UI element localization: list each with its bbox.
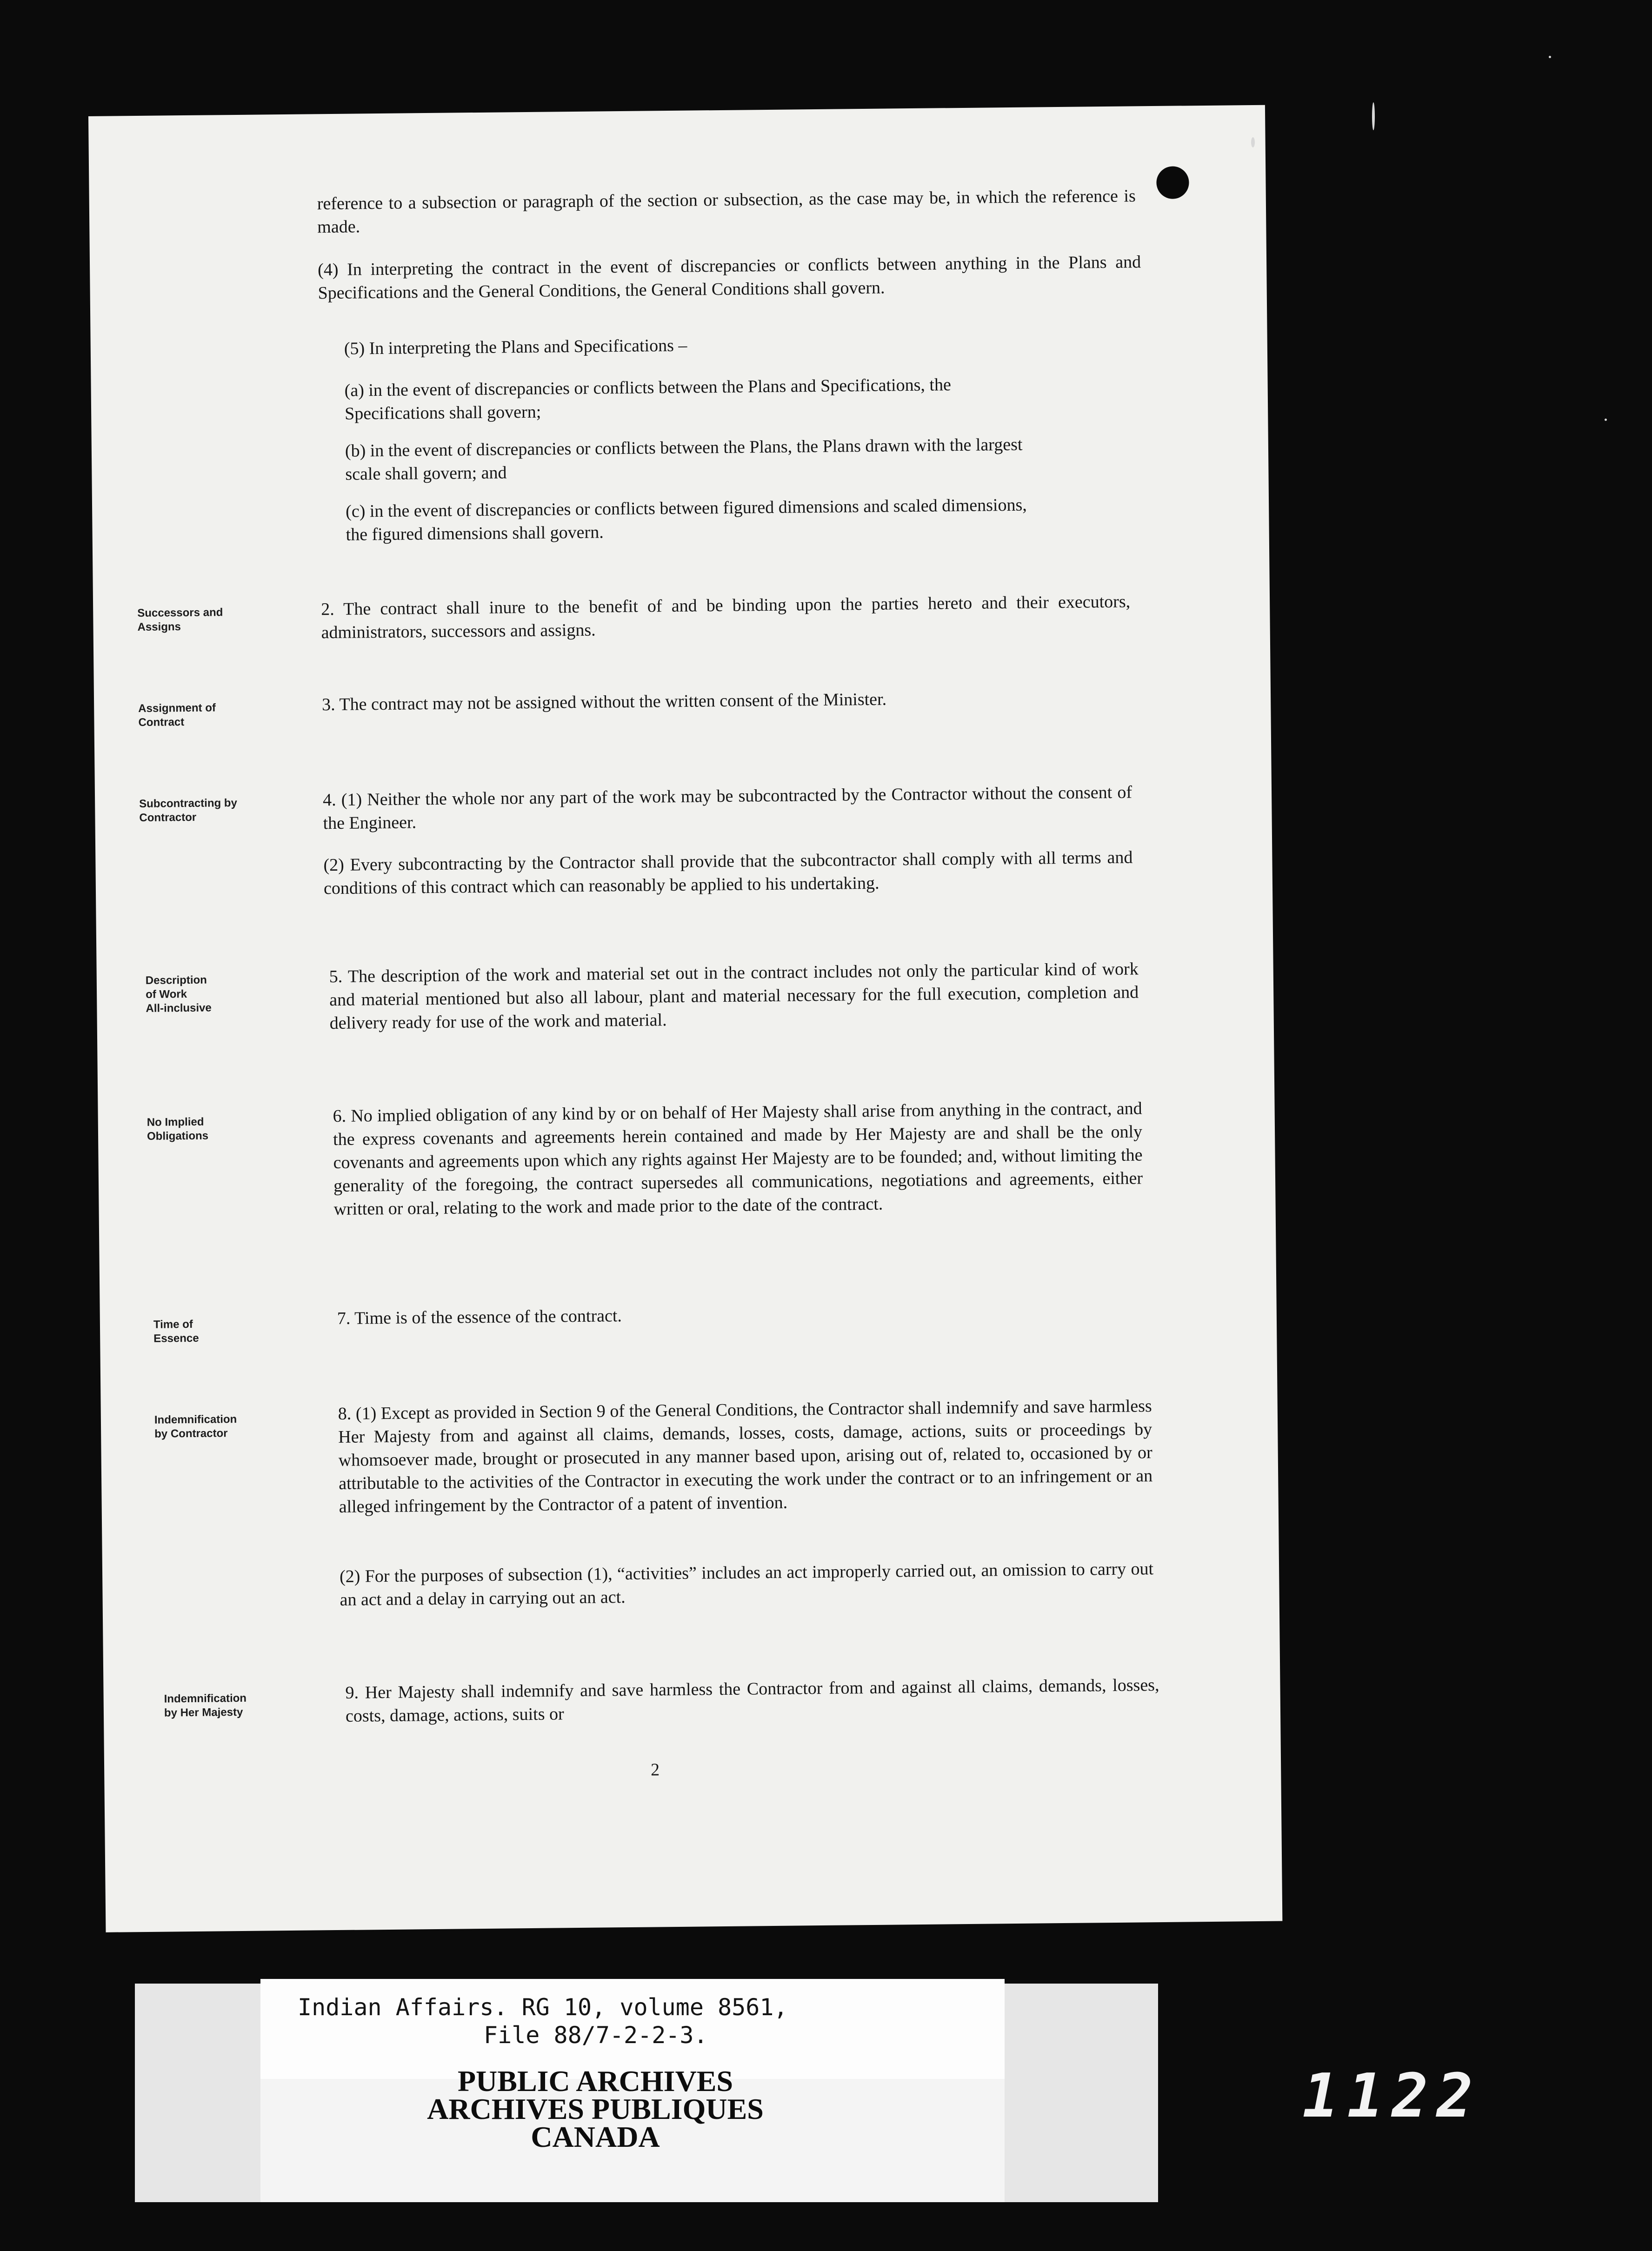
film-scratch — [1372, 102, 1375, 130]
margin-note-indemnification-majesty: Indemnification by Her Majesty — [164, 1692, 247, 1719]
paragraph-reference-tail: reference to a subsection or paragraph of the section or subsection, as the case may be, in which the reference is made. — [317, 186, 1136, 237]
archive-country: CANADA — [531, 2120, 660, 2153]
paragraph-1-4: (4) In interpreting the contract in the event of discrepancies or conflicts between anything in the Plans and Specifications and the General Conditions, the General Conditions shall govern. — [317, 252, 1141, 303]
section-9: 9. Her Majesty shall indemnify and save harmless the Contractor from and against all claims, demands, losses, costs, damage, actions, suits or — [345, 1675, 1159, 1726]
margin-note-assignment: Assignment of Contract — [138, 701, 216, 729]
section-5: 5. The description of the work and material set out in the contract includes not only the particular kind of work and material mentioned but also all labour, plant and material necessary for the full execution, completion and delivery ready for use of the work and material. — [329, 959, 1139, 1033]
film-speck — [1549, 56, 1551, 58]
archive-reference-line-2: File 88/7-2-2-3. — [484, 2022, 708, 2049]
margin-note-time: Time of Essence — [153, 1318, 199, 1345]
punch-hole — [1156, 166, 1189, 199]
archive-name-fr: ARCHIVES PUBLIQUES — [427, 2092, 764, 2125]
section-8-2: (2) For the purposes of subsection (1), “activities” includes an act improperly carried out, an omission to carry out an act and a delay in carrying out an act. — [339, 1559, 1154, 1610]
archive-reference-line-1: Indian Affairs. RG 10, volume 8561, — [298, 1994, 788, 2021]
margin-note-successors: Successors and Assigns — [137, 606, 223, 634]
margin-note-subcontracting: Subcontracting by Contractor — [139, 796, 238, 825]
margin-note-implied: No Implied Obligations — [147, 1115, 209, 1143]
paragraph-1-5a: (a) in the event of discrepancies or conflicts between the Plans and Specifications, the Specifications shall govern; — [344, 375, 952, 424]
section-7: 7. Time is of the essence of the contract. — [337, 1306, 622, 1328]
section-8-1: 8. (1) Except as provided in Section 9 of the General Conditions, the Contractor shall indemnify and save harmless Her Majesty from and against all claims, demands, losses, costs, damage, actions, suits or proceedings by whomsoever made, brought or prosecuted in any manner based upon, arising out of, related to, occasioned by or attributable to the activities of the Contractor in executing the work under the contract or to an infringement or an alleged infringement by the Contractor of a patent of invention. — [338, 1396, 1153, 1517]
section-4-2: (2) Every subcontracting by the Contractor shall provide that the subcontractor shall comply with all terms and conditions of this contract which can reasonably be applied to his undertaking. — [323, 847, 1133, 899]
section-2: 2. The contract shall inure to the benefit of and be binding upon the parties hereto and their executors, administrators, successors and assigns. — [320, 592, 1131, 643]
film-speck — [1605, 419, 1607, 421]
archive-label-card — [260, 1979, 1005, 2202]
section-3: 3. The contract may not be assigned without the written consent of the Minister. — [321, 689, 887, 715]
paragraph-1-5: (5) In interpreting the Plans and Specifications – — [344, 335, 687, 359]
frame-number: 1122 — [1302, 2060, 1482, 2131]
paragraph-1-5c: (c) in the event of discrepancies or conflicts between figured dimensions and scaled dimensions, the figured dimensions shall govern. — [345, 495, 1027, 545]
margin-note-description: Description of Work All-inclusive — [145, 973, 212, 1015]
film-speck — [1251, 137, 1255, 147]
paragraph-1-5b: (b) in the event of discrepancies or conflicts between the Plans, the Plans drawn with the largest scale shall govern; and — [345, 434, 1023, 484]
document-page — [88, 105, 1282, 1932]
section-6: 6. No implied obligation of any kind by or on behalf of Her Majesty shall arise from anything in the contract, and the express covenants and agreements herein contained and made by Her Majesty are and shall be the only covenants and agreements upon which any rights against Her Majesty are to be founded; and, without limiting the generality of the foregoing, the contract supersedes all communications, negotiations and agreements, either written or oral, relating to the work and made prior to the date of the contract. — [333, 1099, 1143, 1219]
page-number: 2 — [650, 1760, 660, 1780]
margin-note-indemnification-contractor: Indemnification by Contractor — [154, 1413, 237, 1440]
archive-name-en: PUBLIC ARCHIVES — [457, 2065, 733, 2098]
archive-stamp — [414, 2067, 777, 2151]
section-4-1: 4. (1) Neither the whole nor any part of the work may be subcontracted by the Contractor without the consent of the Engineer. — [322, 782, 1132, 833]
